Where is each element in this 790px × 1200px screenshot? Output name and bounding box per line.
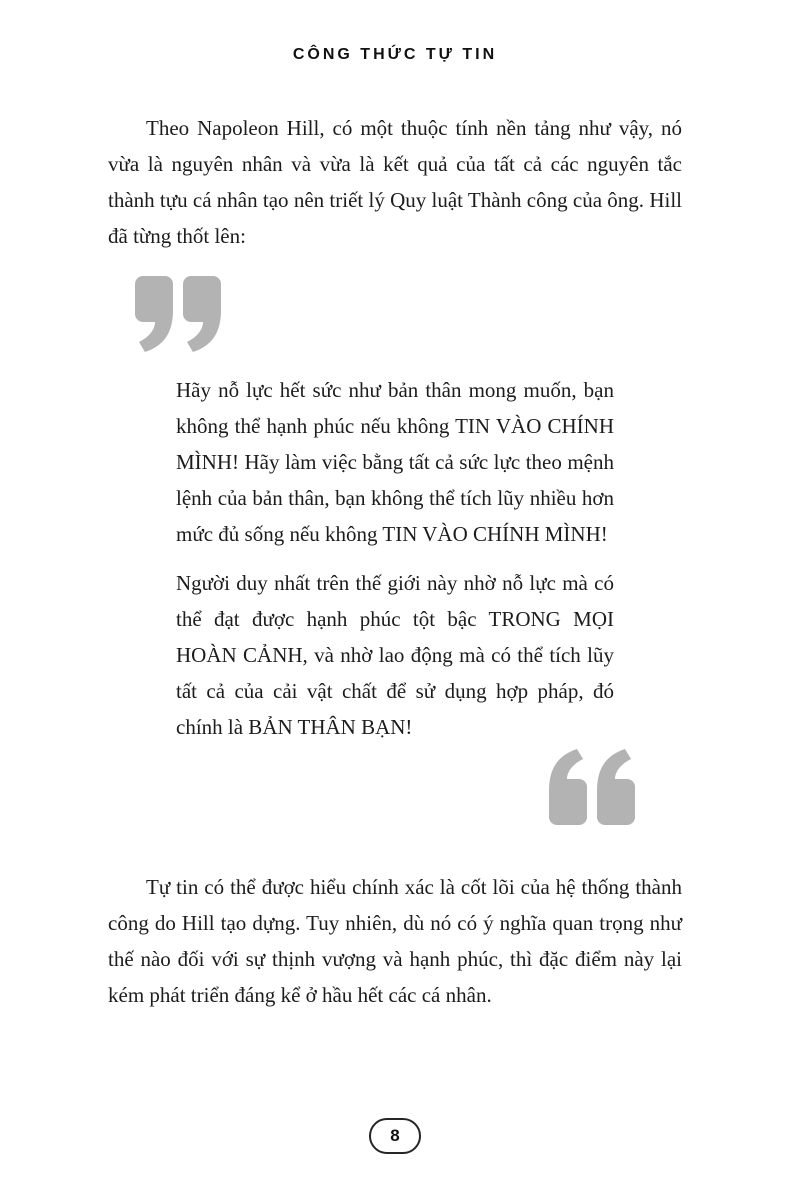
close-quote-glyph (548, 747, 636, 825)
quote-paragraph-2: Người duy nhất trên thế giới này nhờ nỗ lực mà có thể đạt được hạnh phúc tột bậc TRONG MỌI HOÀN CẢNH, và nhờ lao động mà có thể tích lũy tất cả của cải vật chất để sử dụng hợp pháp, đó chính là BẢN THÂN BẠN! (176, 571, 614, 739)
body-paragraph-1: Theo Napoleon Hill, có một thuộc tính nền tảng như vậy, nó vừa là nguyên nhân và vừa là kết quả của tất cả các nguyên tắc thành tựu cá nhân tạo nên triết lý Quy luật Thành công của ông. Hill đã từng thốt lên: (108, 116, 682, 248)
open-quote-icon (134, 276, 614, 362)
page-header-title: CÔNG THỨC TỰ TIN (292, 46, 498, 63)
body-paragraph-2: Tự tin có thể được hiểu chính xác là cốt lõi của hệ thống thành công do Hill tạo dựng. Tuy nhiên, dù nó có ý nghĩa quan trọng như thế nào đối với sự thịnh vượng và hạnh phúc, thì đặc điểm này lại kém phát triển đáng kể ở hầu hết các cá nhân. (108, 875, 682, 1007)
close-quote-icon (176, 747, 636, 827)
page-content (0, 110, 790, 1013)
quote-block (176, 276, 614, 827)
open-quote-glyph (134, 276, 222, 354)
page-number: 8 (390, 1126, 400, 1145)
page-number-badge (369, 1118, 421, 1154)
quote-paragraph-1: Hãy nỗ lực hết sức như bản thân mong muốn, bạn không thể hạnh phúc nếu không TIN VÀO CHÍNH MÌNH! Hãy làm việc bằng tất cả sức lực theo mệnh lệnh của bản thân, bạn không thể tích lũy nhiều hơn mức đủ sống nếu không TIN VÀO CHÍNH MÌNH! (176, 378, 614, 546)
